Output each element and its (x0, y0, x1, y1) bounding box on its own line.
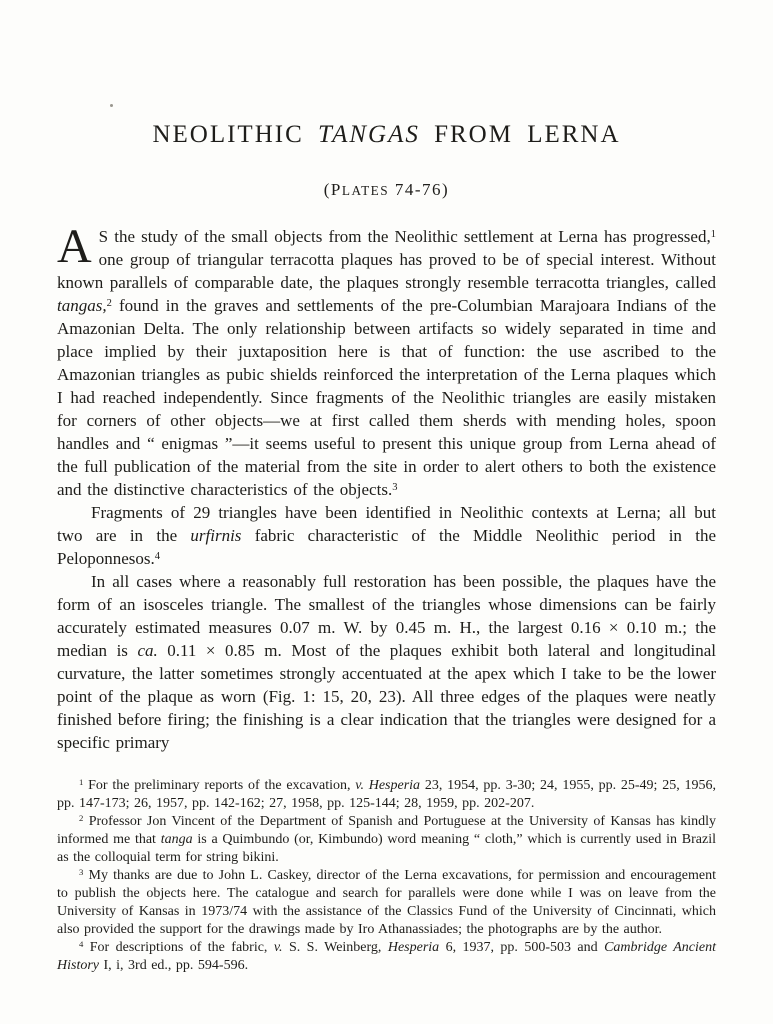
footnotes-section (57, 777, 716, 975)
paragraph-1-text: S the study of the small objects from the Neolithic settlement at Lerna has progressed,$^1$ one group of triangular terracotta plaques has proved to be of special interest. Without known parallels of comparable date, the plaques strongly resemble terracotta triangles, called tangas,$^2$ found in the graves and settlements of the pre-Columbian Marajoara Indians of the Amazonian Delta. The only relationship between artifacts so widely separated in time and place implied by their juxtaposition here is that of function: the use ascribed to the Amazonian triangles as pubic shields reinforced the interpretation of the Lerna plaques which I had reached independently. Since fragments of the Neolithic triangles are easily mistaken for corners of other objects—we at first called them sherds with mending holes, spoon handles and “ enigmas ”—it seems useful to present this unique group from Lerna ahead of the full publication of the material from the site in order to alert others to both the existence and the distinctive characteristics of the objects.$^3$ (57, 227, 716, 499)
footnote-4: $^4$ For descriptions of the fabric, v. S. S. Weinberg, Hesperia 6, 1937, pp. 500-503 and Cambridge Ancient History I, i, 3rd ed., pp. 594-596. (57, 939, 716, 973)
footnote-1: $^1$ For the preliminary reports of the excavation, v. Hesperia 23, 1954, pp. 3-30; 24, 1955, pp. 25-49; 25, 1956, pp. 147-173; 26, 1957, pp. 142-162; 27, 1958, pp. 125-144; 28, 1959, pp. 202-207. (57, 777, 717, 811)
paragraph-1 (57, 220, 716, 501)
paragraph-2: Fragments of 29 triangles have been identified in Neolithic contexts at Lerna; all but two are in the urfirnis fabric characteristic of the Middle Neolithic period in the Peloponnesos.$^4$ (57, 503, 716, 568)
dropcap-letter: A (57, 220, 92, 273)
footnote-2: $^2$ Professor Jon Vincent of the Department of Spanish and Portuguese at the University of Kansas has kindly informed me that tanga is a Quimbundo (or, Kimbundo) word meaning “ cloth,” which is currently used in Brazil as the colloquial term for string bikini. (57, 813, 716, 865)
scan-speck (110, 104, 113, 107)
article-body (57, 220, 716, 754)
plates-subtitle: (PLATES 74-76) (323, 180, 450, 199)
article-title: NEOLITHIC TANGAS FROM LERNA (152, 121, 621, 148)
footnote-3: $^3$ My thanks are due to John L. Caskey, director of the Lerna excavations, for permission and encouragement to publish the objects here. The catalogue and search for parallels were done while I was on leave from the University of Kansas in 1973/74 with the assistance of the Classics Fund of the University of Cincinnati, which also provided the support for the drawings made by Iro Athanassiades; the photographs are by the author. (57, 867, 716, 937)
paragraph-3: In all cases where a reasonably full restoration has been possible, the plaques have the form of an isosceles triangle. The smallest of the triangles whose dimensions can be fairly accurately estimated measures 0.07 m. W. by 0.45 m. H., the largest 0.16 × 0.10 m.; the median is ca. 0.11 × 0.85 m. Most of the plaques exhibit both lateral and longitudinal curvature, the latter sometimes strongly accentuated at the apex which I take to be the lower point of the plaque as worn (Fig. 1: 15, 20, 23). All three edges of the plaques were neatly finished before firing; the finishing is a clear indication that the triangles were designed for a specific primary (57, 572, 716, 752)
